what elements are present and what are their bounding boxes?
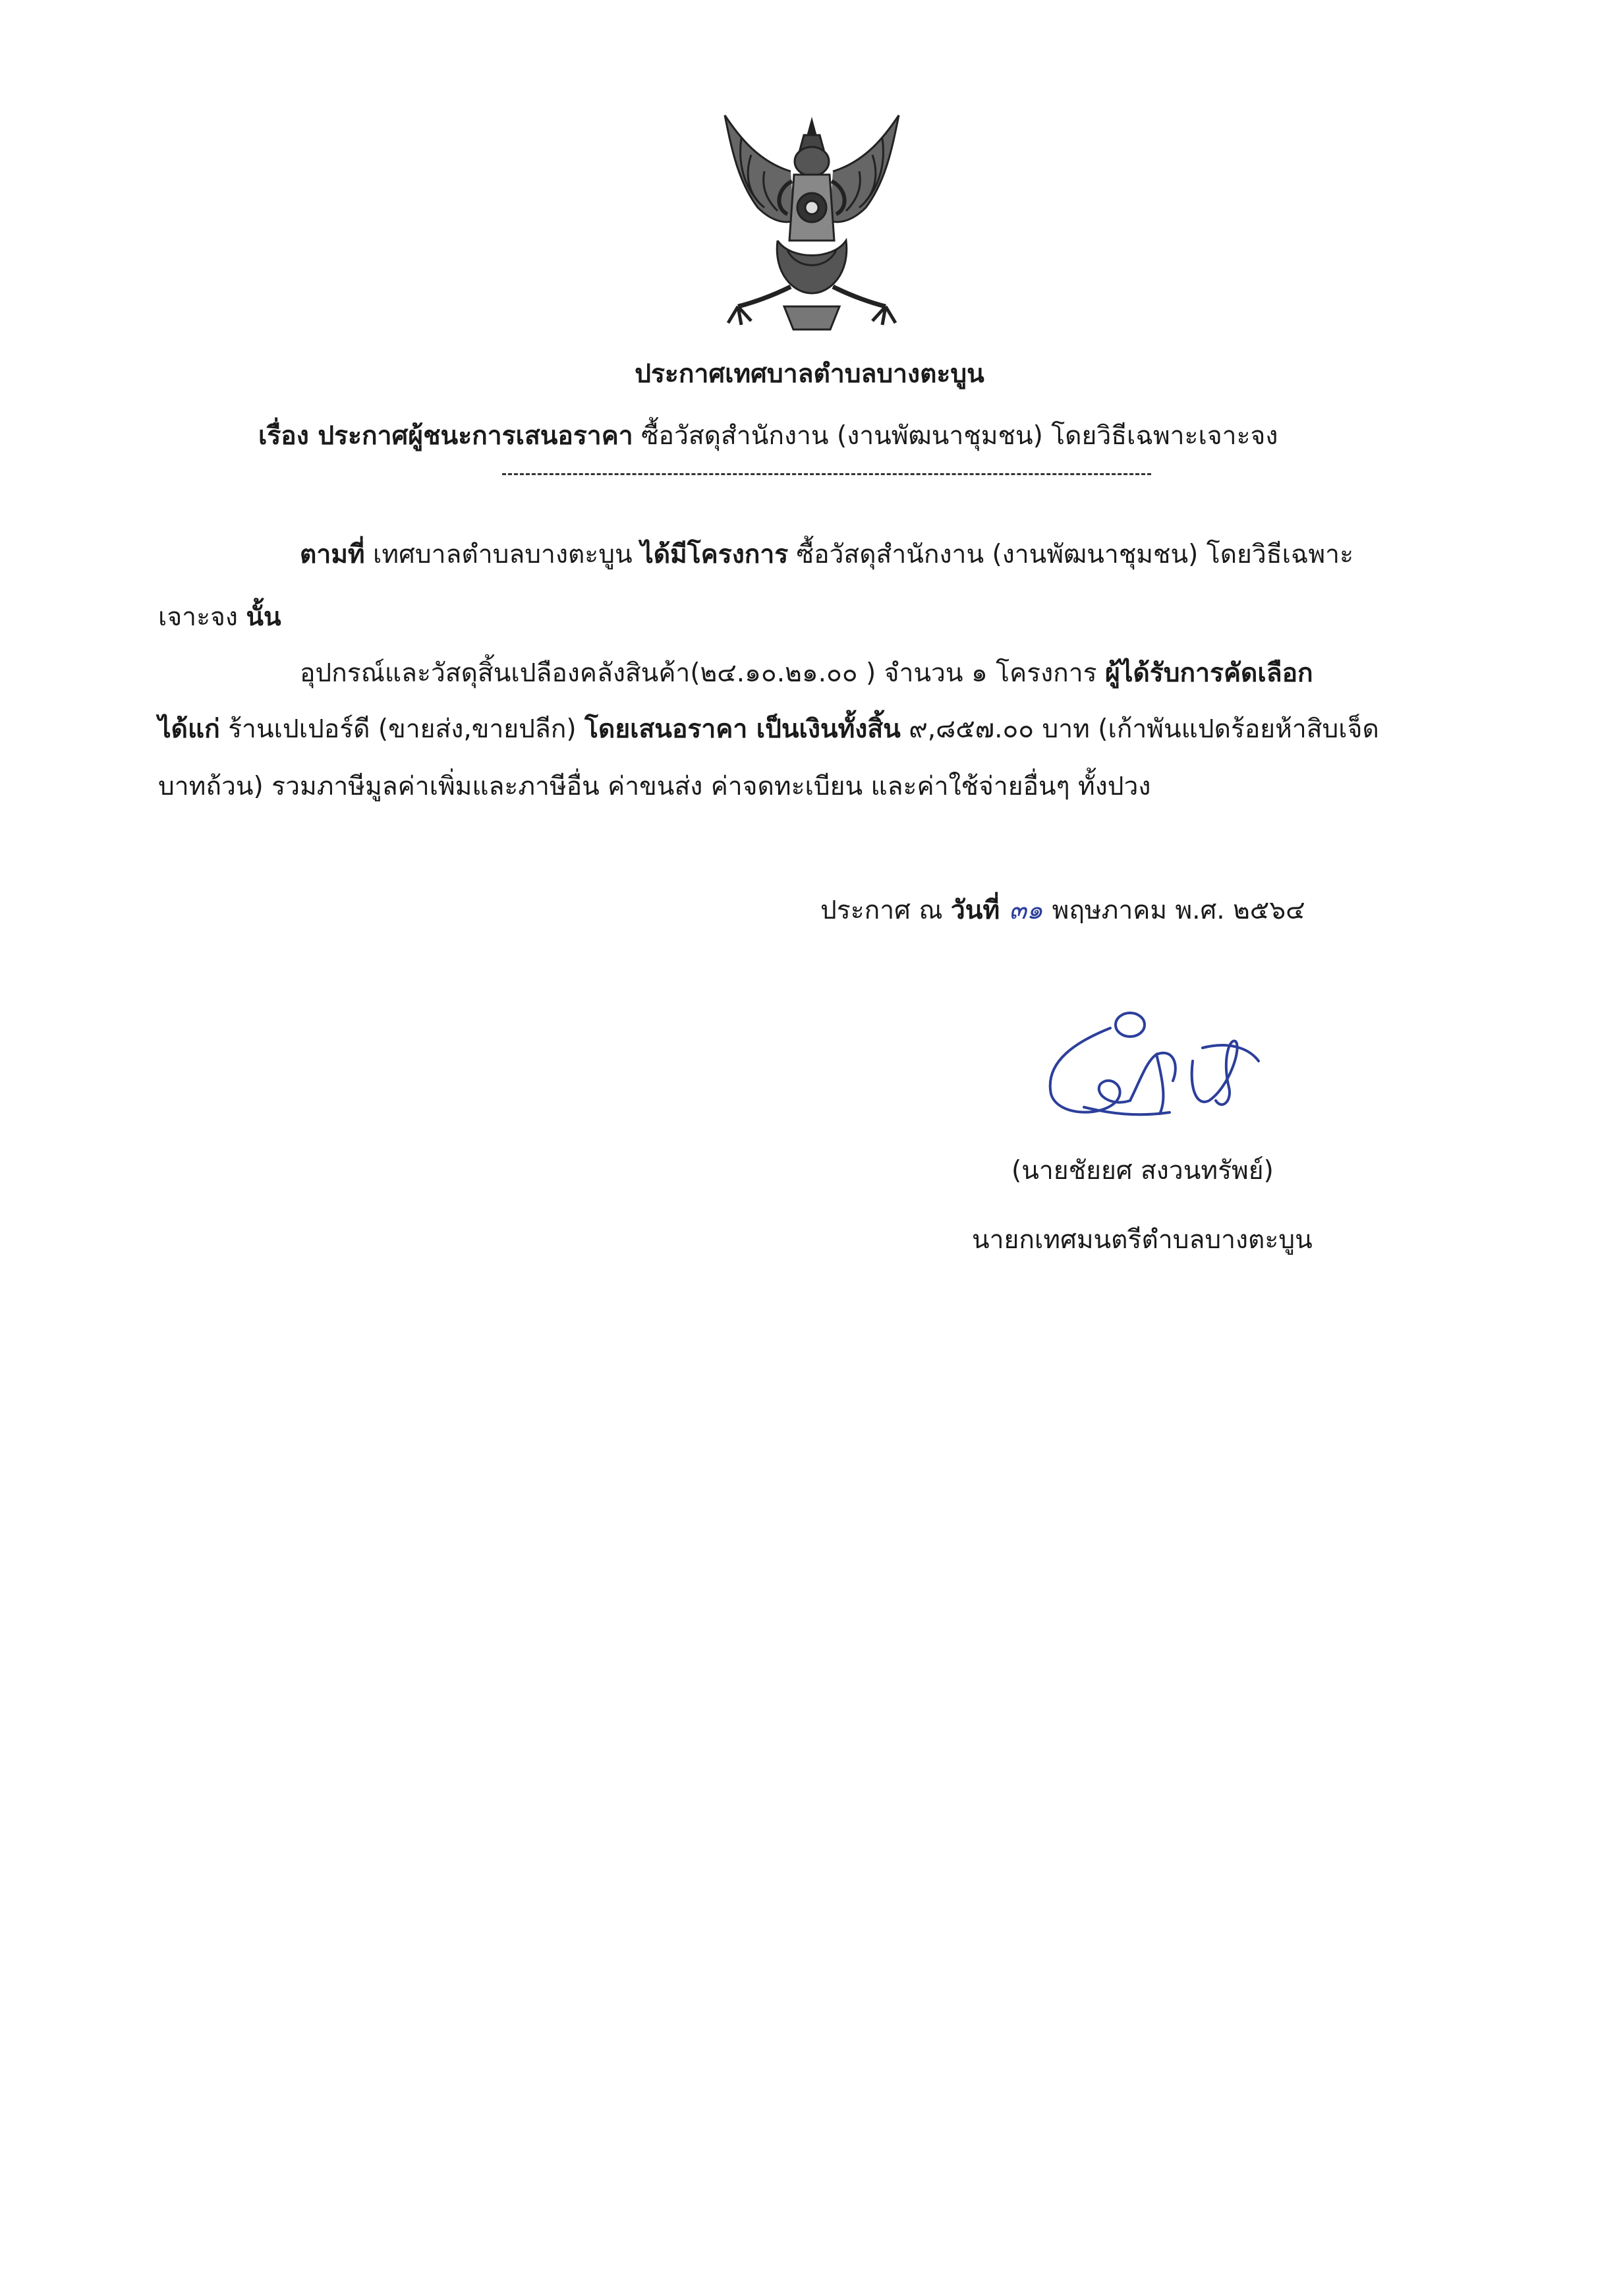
garuda-emblem-icon [712,109,913,336]
announcement-date [820,890,1305,931]
paragraph-2-line-1 [300,652,1313,693]
p1-text-1: เทศบาลตำบลบางตะบูน [364,540,641,569]
date-month-year: พฤษภาคม พ.ศ. ๒๕๖๔ [1052,896,1305,925]
dashed-separator [502,473,1151,475]
handwritten-day: ๓๑ [1009,896,1043,925]
paragraph-2-line-3 [158,766,1150,807]
signatory-position: นายกเทศมนตรีตำบลบางตะบูน [972,1225,1313,1255]
signature-icon [1031,1002,1295,1134]
document-title: ประกาศเทศบาลตำบลบางตะบูน [635,359,984,389]
p2-text-1: อุปกรณ์และวัสดุสิ้นเปลืองคลังสินค้า(๒๔.๑๐.๒๑.๐๐ ) จำนวน ๑ โครงการ [300,658,1106,688]
p2-cont: บาทถ้วน) รวมภาษีมูลค่าเพิ่มและภาษีอื่น ค่าขนส่ง ค่าจดทะเบียน และค่าใช้จ่ายอื่นๆ ทั้งปวง [158,772,1151,801]
date-day-label: วันที่ [950,896,1000,925]
p1-lead: ตามที่ [300,540,365,569]
signatory-name: (นายชัยยศ สงวนทรัพย์) [1011,1156,1274,1186]
p2-text-3: ๙,๘๕๗.๐๐ บาท (เก้าพันแปดร้อยห้าสิบเจ็ด [900,714,1379,744]
p1-cont: เจาะจง [158,602,246,632]
paragraph-1-line-2 [158,596,281,637]
document-subject [258,415,1378,456]
paragraph-2-line-2 [158,708,1379,749]
p2-bold-1: ผู้ได้รับการคัดเลือก [1105,658,1313,688]
p2-bold-3: โดยเสนอราคา เป็นเงินทั้งสิ้น [584,714,901,744]
p2-bold-2: ได้แก่ [158,714,220,744]
p1-cont-bold: นั้น [246,602,281,632]
p1-text-2: ซื้อวัสดุสำนักงาน (งานพัฒนาชุมชน) โดยวิธีเฉพาะ [788,540,1354,569]
subject-heading: เรื่อง ประกาศผู้ชนะการเสนอราคา [258,421,633,451]
date-prefix: ประกาศ ณ [820,896,951,925]
paragraph-1-line-1 [300,534,1353,575]
p2-text-2: ร้านเปเปอร์ดี (ขายส่ง,ขายปลีก) [219,714,585,744]
subject-text: ซื้อวัสดุสำนักงาน (งานพัฒนาชุมชน) โดยวิธีเฉพาะเจาะจง [633,421,1278,451]
p1-bold-2: ได้มีโครงการ [640,540,789,569]
